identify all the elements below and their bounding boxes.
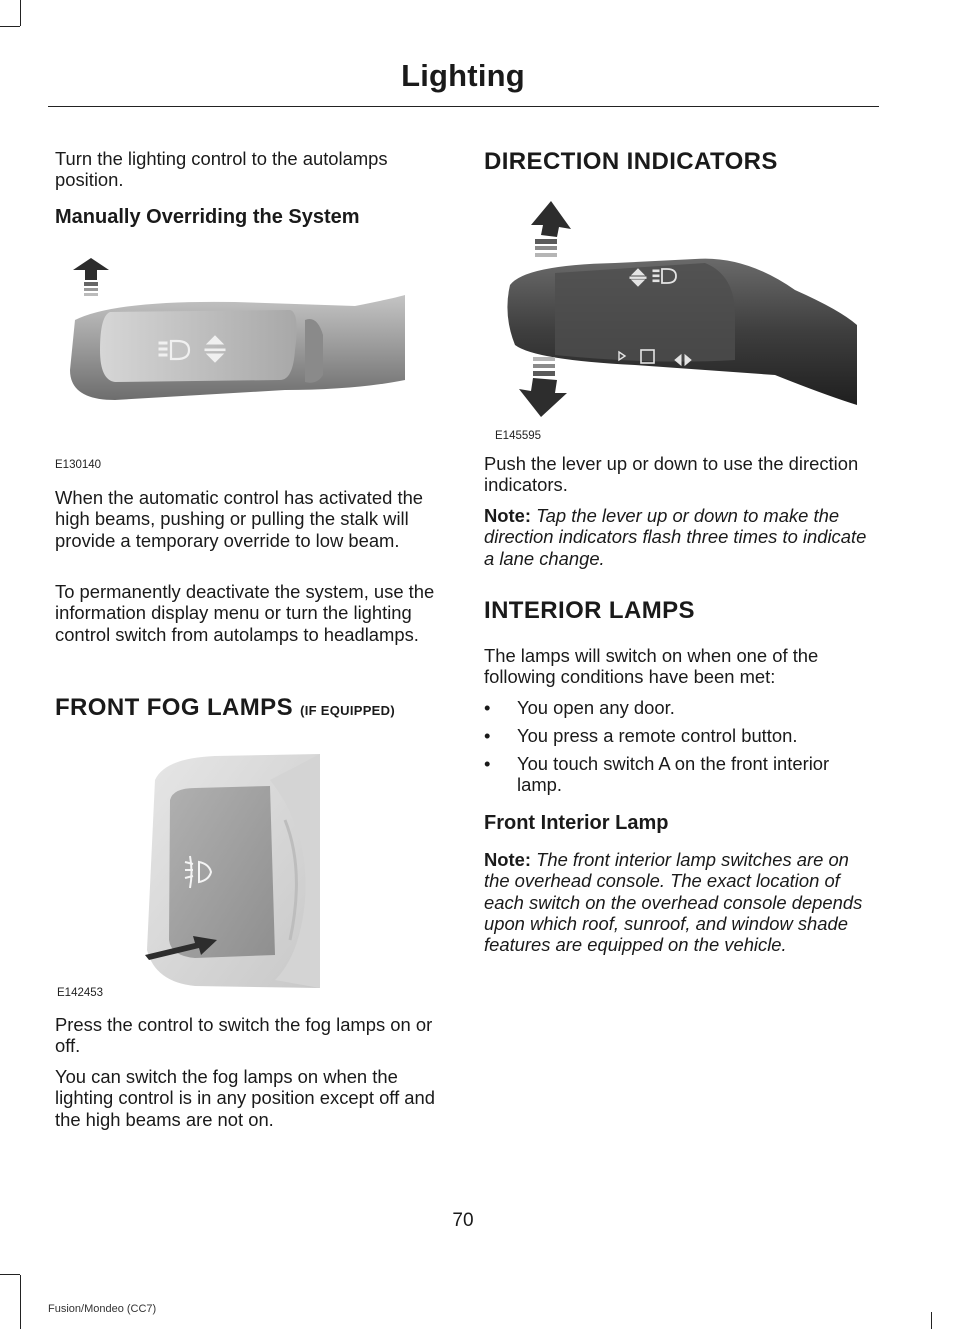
- bullet-marker: •: [484, 697, 491, 718]
- fog-paragraph-1: Press the control to switch the fog lamps on or off.: [55, 1014, 433, 1057]
- override-paragraph-2: To permanently deactivate the system, use the information display menu or turn the lighting control switch from autolamps to headlamps.: [55, 581, 435, 645]
- bullet-marker: •: [484, 725, 491, 746]
- crop-mark: [0, 1274, 20, 1275]
- list-item: [484, 753, 884, 797]
- stalk-override-figure: [55, 240, 425, 450]
- list-item: [484, 697, 884, 719]
- page-number: 70: [452, 1210, 474, 1231]
- fog-lamps-heading-text: FRONT FOG LAMPS: [55, 694, 293, 721]
- direction-indicators-heading: DIRECTION INDICATORS: [484, 148, 778, 175]
- figure-code: E130140: [55, 459, 102, 471]
- interior-lamps-heading: INTERIOR LAMPS: [484, 597, 695, 624]
- override-heading: Manually Overriding the System: [55, 206, 360, 228]
- fog-paragraph-2: You can switch the fog lamps on when the lighting control is in any position except off and the high beams are not on.: [55, 1066, 435, 1130]
- list-item-text: You touch switch A on the front interior lamp.: [517, 753, 830, 796]
- page-title: Lighting: [401, 58, 525, 93]
- fog-switch-figure: [135, 750, 325, 990]
- crop-mark: [931, 1312, 932, 1329]
- fog-lamps-heading: [55, 694, 455, 722]
- note-label: Note:: [484, 505, 531, 526]
- crop-mark: [20, 0, 21, 26]
- note-text: The front interior lamp switches are on the overhead console. The exact location of each switch on the overhead console depends upon which roof, sunroof, and window shade features are equipped on the vehicle.: [484, 849, 863, 956]
- note-text: Tap the lever up or down to make the direction indicators flash three times to indicate a lane change.: [484, 505, 867, 569]
- list-item-text: You press a remote control button.: [517, 725, 798, 746]
- list-item-text: You open any door.: [517, 697, 675, 718]
- crop-mark: [20, 1275, 21, 1329]
- crop-mark: [0, 26, 20, 27]
- list-item: [484, 725, 884, 747]
- document-id: Fusion/Mondeo (CC7): [48, 1303, 157, 1315]
- front-interior-lamp-heading: Front Interior Lamp: [484, 812, 669, 834]
- figure-code: E142453: [57, 987, 104, 999]
- note-label: Note:: [484, 849, 531, 870]
- direction-paragraph: Push the lever up or down to use the direction indicators.: [484, 453, 859, 496]
- override-paragraph-1: When the automatic control has activated the high beams, pushing or pulling the stalk will provide a temporary override to low beam.: [55, 487, 424, 551]
- front-interior-note: [484, 849, 879, 955]
- bullet-marker: •: [484, 753, 491, 774]
- figure-code: E145595: [495, 430, 542, 442]
- indicator-stalk-figure: [495, 195, 865, 430]
- interior-paragraph: The lamps will switch on when one of the following conditions have been met:: [484, 645, 819, 688]
- fog-lamps-heading-suffix: (IF EQUIPPED): [300, 703, 395, 718]
- autolamps-paragraph: Turn the lighting control to the autolamps position.: [55, 148, 388, 191]
- header-rule: [48, 106, 879, 107]
- direction-note: [484, 505, 879, 569]
